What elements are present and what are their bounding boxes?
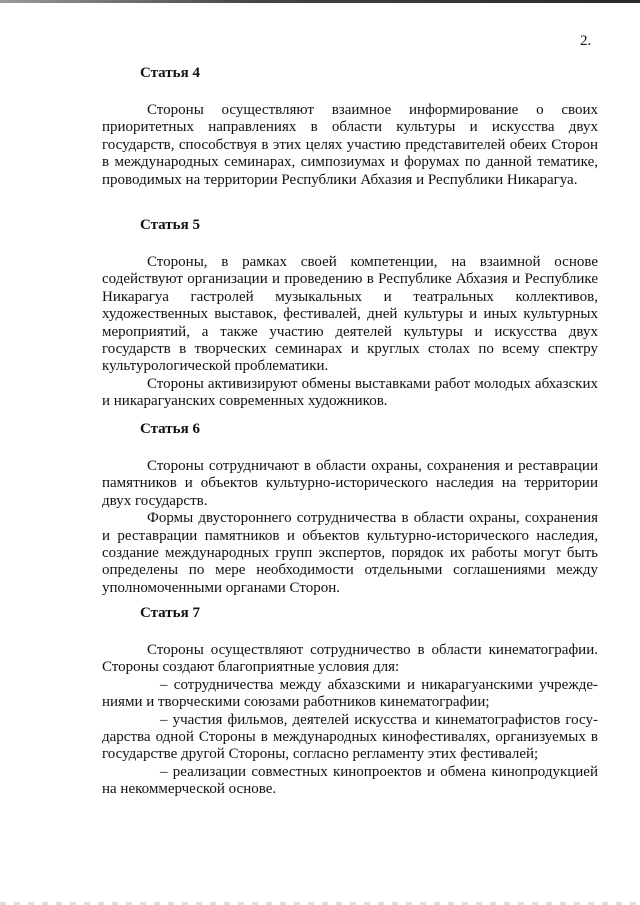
article-6 xyxy=(102,420,598,597)
list-item: – участия фильмов, деятелей искусства и кинематографистов государства одной Стороны в международных кинофестивалях, организуемых в государстве другой Стороны, согласно регламенту этих фестивалей; xyxy=(102,711,598,763)
article-paragraph: Стороны осуществляют взаимное информирование о своих приоритетных направлениях в области культуры и искусства двух государств, способствуя в этих целях участию представителей обеих Сторон в международных семинарах, симпозиумах и форумах по данной тематике, проводимых на территории Республики Абхазия и Республики Никарагуа. xyxy=(102,102,598,188)
article-4 xyxy=(102,64,598,189)
article-paragraph: Стороны, в рамках своей компетенции, на взаимной основе содействуют организации и проведению в Республике Абхазия и Республике Никарагуа гастролей музыкальных и театральных коллективов, художественных выставок, фестивалей, дней культуры и иных культурных мероприятий, а также участию деятелей культуры и искусства двух государств в творческих семинарах и круглых столах по всему спектру культурологической проблематики. xyxy=(102,254,598,375)
article-paragraph: Стороны сотрудничают в области охраны, сохранения и реставрации памятников и объектов культурно-исторического наследия на территории двух государств. xyxy=(102,458,598,509)
article-paragraph: Формы двустороннего сотрудничества в области охраны, сохранения и реставрации памятников и объектов культурно-исторического наследия, создание международных групп экспертов, порядок их работы могут быть определены по мере необходимости отдельными соглашениями между уполномоченными органами Сторон. xyxy=(102,510,598,596)
article-paragraph: Стороны активизируют обмены выставками работ молодых абхазских и никарагуанских современных художников. xyxy=(102,375,598,410)
article-title: Статья 6 xyxy=(140,421,200,437)
article-title: Статья 5 xyxy=(140,217,200,233)
article-paragraph: Стороны осуществляют сотрудничество в области кинематографии. Стороны создают благоприятные условия для: xyxy=(102,642,598,676)
page-number: 2. xyxy=(580,33,592,49)
list-item: – реализации совместных кинопроектов и обмена кинопродукцией на некоммерческой основе. xyxy=(102,763,598,798)
scan-top-edge xyxy=(0,0,640,3)
article-title: Статья 4 xyxy=(140,65,200,81)
list-item: – сотрудничества между абхазскими и никарагуанскими учреждениями и творческими союзами работников кинематографии; xyxy=(102,676,598,711)
article-title: Статья 7 xyxy=(140,605,200,621)
article-7 xyxy=(102,604,598,799)
article-5 xyxy=(102,216,598,411)
